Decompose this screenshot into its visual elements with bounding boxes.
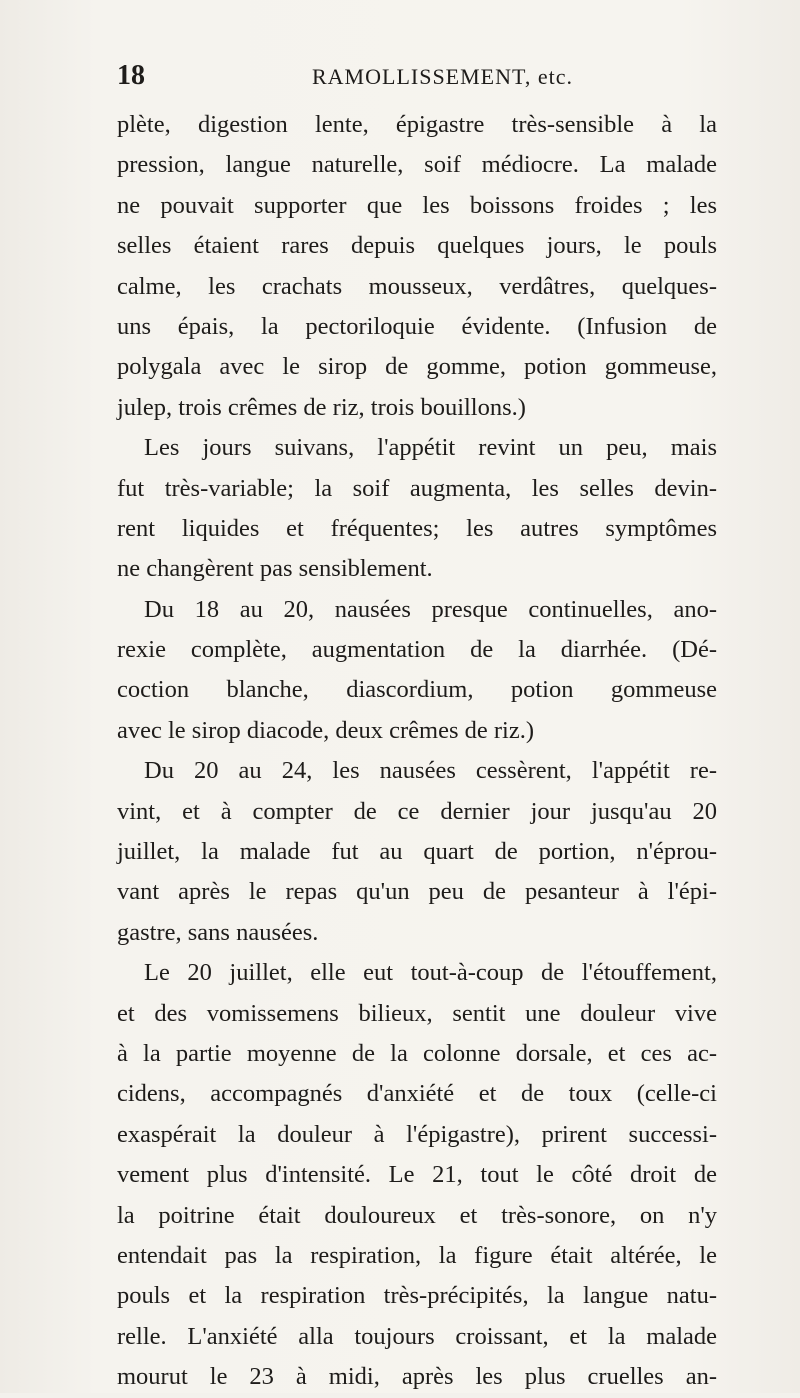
text-line: la poitrine était douloureux et très-sonore, on n'y: [117, 1201, 717, 1229]
text-line: coction blanche, diascordium, potion gommeuse: [117, 676, 717, 704]
text-line: gastre, sans nausées.: [117, 918, 319, 946]
text-line: uns épais, la pectoriloquie évidente. (Infusion de: [117, 312, 717, 340]
text-line: exaspérait la douleur à l'épigastre), prirent successi-: [117, 1120, 717, 1148]
text-line: rent liquides et fréquentes; les autres symptômes: [117, 514, 717, 542]
text-line: fut très-variable; la soif augmenta, les selles devin-: [117, 474, 717, 502]
page-header: [117, 60, 691, 92]
body-text: [117, 105, 717, 1398]
page-number: 18: [117, 60, 145, 91]
text-line: Du 20 au 24, les nausées cessèrent, l'appétit re-: [144, 757, 717, 785]
running-title: RAMOLLISSEMENT, etc.: [312, 64, 573, 89]
text-line: calme, les crachats mousseux, verdâtres, quelques-: [117, 272, 717, 300]
text-line: relle. L'anxiété alla toujours croissant, et la malade: [117, 1322, 717, 1350]
text-line: selles étaient rares depuis quelques jours, le pouls: [117, 232, 717, 260]
text-line: vant après le repas qu'un peu de pesanteur à l'épi-: [117, 878, 717, 906]
text-line: ne changèrent pas sensiblement.: [117, 555, 433, 583]
text-line: vement plus d'intensité. Le 21, tout le côté droit de: [117, 1161, 717, 1189]
text-line: juillet, la malade fut au quart de portion, n'éprou-: [117, 838, 717, 866]
text-line: pouls et la respiration très-précipités, la langue natu-: [117, 1282, 717, 1310]
text-line: rexie complète, augmentation de la diarrhée. (Dé-: [117, 636, 717, 664]
text-line: polygala avec le sirop de gomme, potion gommeuse,: [117, 353, 717, 381]
text-line: pression, langue naturelle, soif médiocre. La malade: [117, 151, 717, 179]
text-line: julep, trois crêmes de riz, trois bouillons.): [117, 393, 526, 421]
text-line: et des vomissemens bilieux, sentit une douleur vive: [117, 999, 717, 1027]
text-line: cidens, accompagnés d'anxiété et de toux (celle-ci: [117, 1080, 717, 1108]
text-line: Du 18 au 20, nausées presque continuelles, ano-: [144, 595, 717, 623]
text-line: à la partie moyenne de la colonne dorsale, et ces ac-: [117, 1039, 717, 1067]
text-line: Le 20 juillet, elle eut tout-à-coup de l'étouffement,: [144, 959, 717, 987]
text-line: entendait pas la respiration, la figure était altérée, le: [117, 1241, 717, 1269]
text-line: plète, digestion lente, épigastre très-sensible à la: [117, 111, 717, 138]
text-line: ne pouvait supporter que les boissons froides ; les: [117, 191, 717, 219]
text-line: Les jours suivans, l'appétit revint un peu, mais: [144, 434, 717, 462]
text-line: vint, et à compter de ce dernier jour jusqu'au 20: [117, 797, 717, 825]
text-line: avec le sirop diacode, deux crêmes de riz.): [117, 716, 534, 744]
text-line: mourut le 23 à midi, après les plus cruelles an-: [117, 1363, 717, 1391]
